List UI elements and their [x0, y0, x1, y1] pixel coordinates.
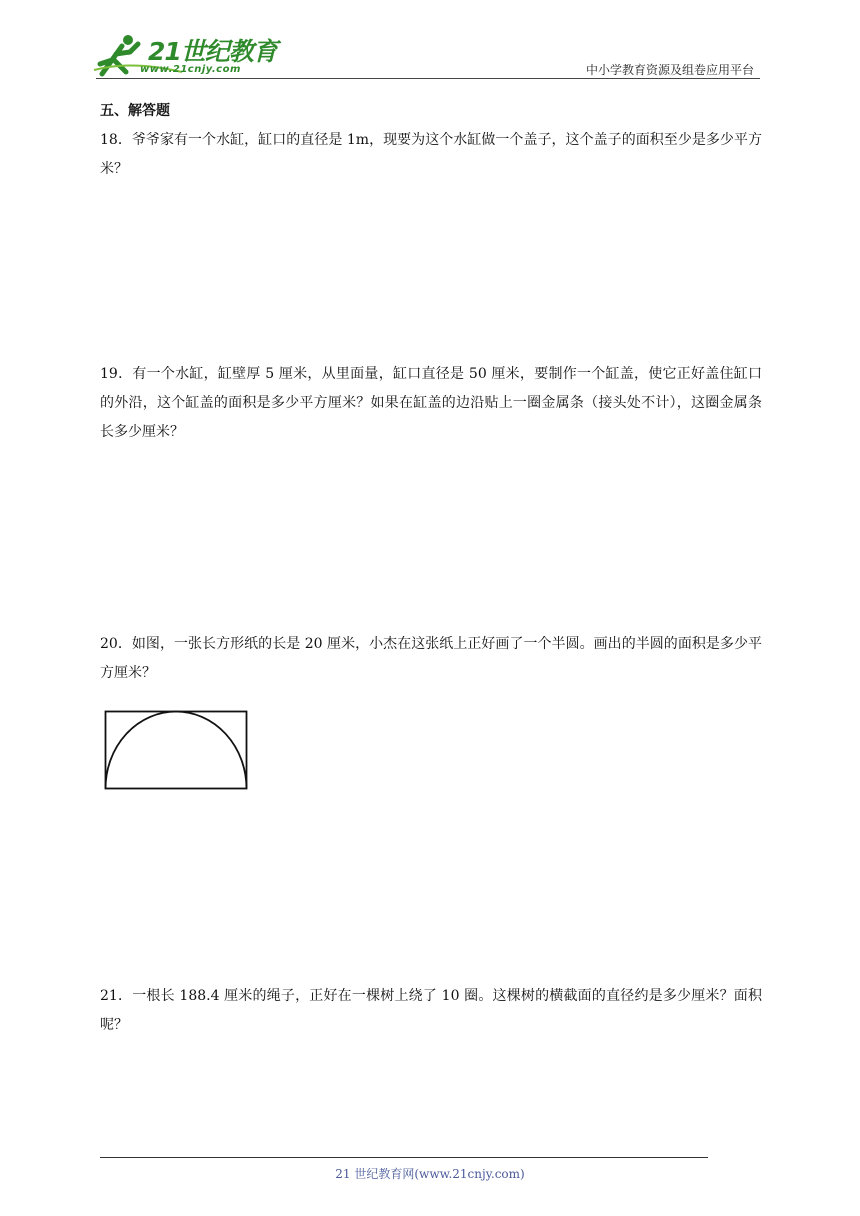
question-20: 20．如图，一张长方形纸的长是 20 厘米，小杰在这张纸上正好画了一个半圆。画出的半圆的面积是多少平方厘米？ — [100, 636, 762, 681]
question-19: 19．有一个水缸，缸壁厚 5 厘米，从里面量，缸口直径是 50 厘米，要制作一个缸盖，使它正好盖住缸口的外沿，这个缸盖的面积是多少平方厘米？如果在缸盖的边沿贴上一圈金属条（接头处不计），这圈金属条长多少厘米？ — [100, 366, 762, 440]
section-title: 五、解答题 — [100, 103, 170, 119]
page-header — [0, 0, 860, 90]
question-18: 18．爷爷家有一个水缸，缸口的直径是 1m，现要为这个水缸做一个盖子，这个盖子的面积至少是多少平方米？ — [100, 132, 762, 177]
header-divider — [96, 78, 760, 79]
semicircle-rectangle-figure — [104, 710, 248, 790]
logo-url: www.21cnjy.com — [140, 64, 241, 75]
question-21: 21．一根长 188.4 厘米的绳子，正好在一棵树上绕了 10 圈。这棵树的横截面的直径约是多少厘米？面积呢？ — [100, 988, 762, 1033]
footer-divider — [100, 1157, 708, 1158]
platform-name: 中小学教育资源及组卷应用平台 — [585, 63, 754, 77]
footer-text: 21 世纪教育网(www.21cnjy.com) — [335, 1167, 525, 1181]
logo-text: 21世纪教育 — [148, 37, 277, 66]
